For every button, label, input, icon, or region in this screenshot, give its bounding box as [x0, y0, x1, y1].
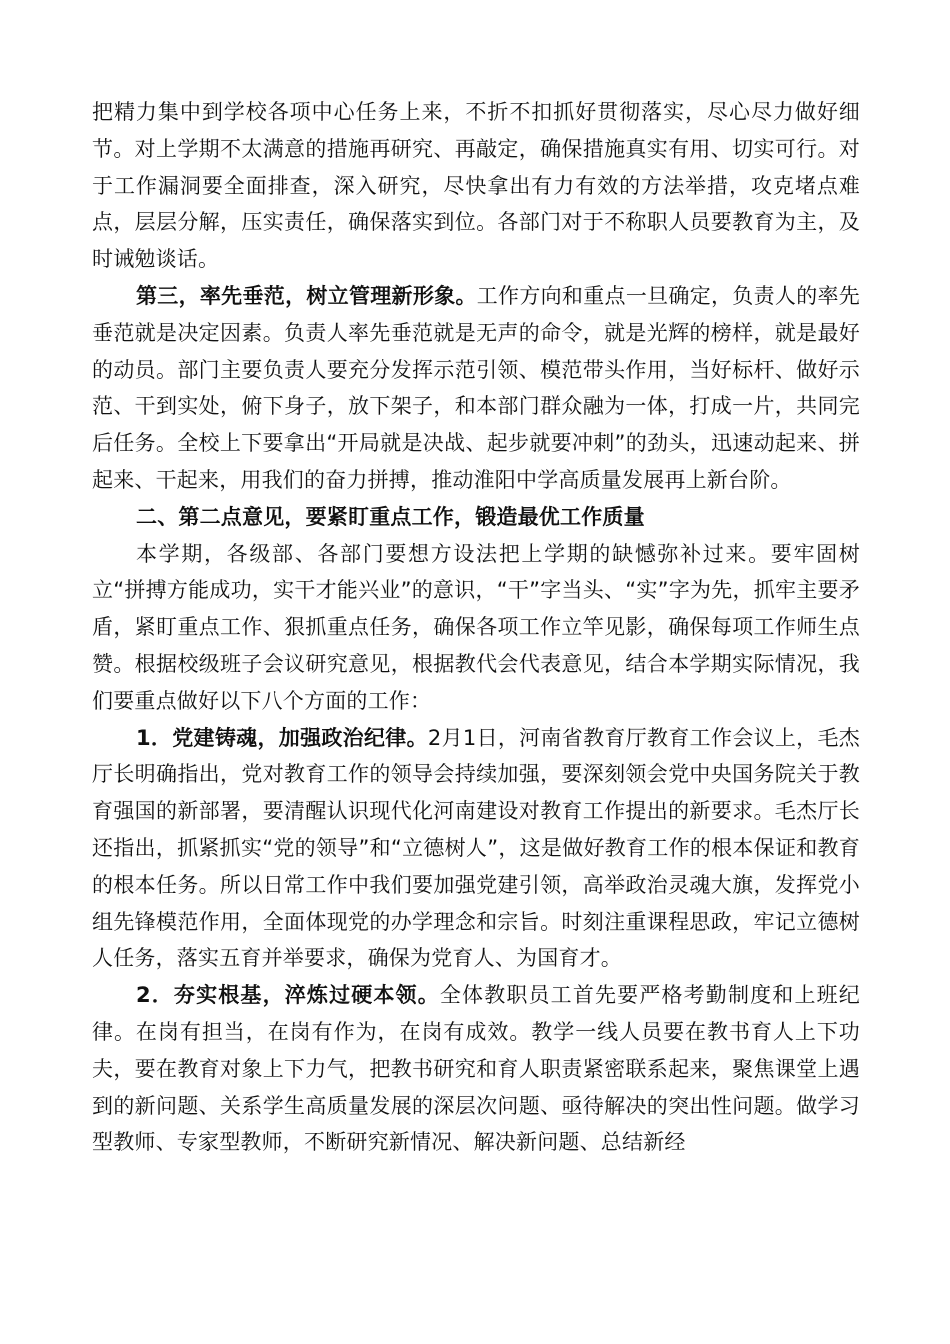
paragraph-text: 2月1日，河南省教育厅教育工作会议上，毛杰厅长明确指出，党对教育工作的领导会持续加强，要深刻领会党中央国务院关于教育强国的新部署，要清醒认识现代化河南建设对教育工作提出的新要求。毛杰厅长还指出，抓紧抓实“党的领导”和“立德树人”，这是做好教育工作的根本保证和教育的根本任务。所以日常工作中我们要加强党建引领，高举政治灵魂大旗，发挥党小组先锋模范作用，全面体现党的办学理念和宗旨。时刻注重课程思政，牢记立德树人任务，落实五育并举要求，确保为党育人、为国育才。	[92, 725, 860, 971]
paragraph-text: 工作方向和重点一旦确定，负责人的率先垂范就是决定因素。负责人率先垂范就是无声的命令，就是光辉的榜样，就是最好的动员。部门主要负责人要充分发挥示范引领、模范带头作用，当好标杆、做好示范、干到实处，俯下身子，放下架子，和本部门群众融为一体，打成一片，共同完后任务。全校上下要拿出“开局就是决战、起步就要冲刺”的劲头，迅速动起来、拼起来、干起来，用我们的奋力拼搏，推动淮阳中学高质量发展再上新台阶。	[92, 283, 860, 492]
paragraph-lead-by-example	[92, 278, 860, 499]
paragraph-text: 全体教职员工首先要严格考勤制度和上班纪律。在岗有担当，在岗有作为，在岗有成效。教学一线人员要在教书育人上下功夫，要在教育对象上下力气，把教书研究和育人职责紧密联系起来，聚焦课堂上遇到的新问题、关系学生高质量发展的深层次问题、亟待解决的突出性问题。做学习型教师、专家型教师，不断研究新情况、解决新问题、总结新经	[92, 983, 860, 1155]
paragraph-lead: 1．党建铸魂，加强政治纪律。	[136, 725, 428, 750]
document-page	[92, 94, 860, 1161]
paragraph-text: 本学期，各级部、各部门要想方设法把上学期的缺憾弥补过来。要牢固树立“拼搏方能成功，实干才能兴业”的意识，“干”字当头、“实”字为先，抓牢主要矛盾，紧盯重点工作、狠抓重点任务，确保各项工作立竿见影，确保每项工作师生点赞。根据校级班子会议研究意见，根据教代会代表意见，结合本学期实际情况，我们要重点做好以下八个方面的工作：	[92, 541, 860, 713]
paragraph-lead: 2．夯实根基，淬炼过硬本领。	[136, 983, 440, 1008]
section-heading	[92, 499, 860, 536]
paragraph-item-2	[92, 977, 860, 1161]
paragraph-lead: 第三，率先垂范，树立管理新形象。	[136, 283, 477, 308]
paragraph-item-1	[92, 720, 860, 978]
section-heading-text: 二、第二点意见，要紧盯重点工作，锻造最优工作质量	[136, 504, 645, 529]
paragraph-semester-intro	[92, 536, 860, 720]
paragraph-text: 把精力集中到学校各项中心任务上来，不折不扣抓好贯彻落实，尽心尽力做好细节。对上学期不太满意的措施再研究、再敲定，确保措施真实有用、切实可行。对于工作漏洞要全面排查，深入研究，尽快拿出有力有效的方法举措，攻克堵点难点，层层分解，压实责任，确保落实到位。各部门对于不称职人员要教育为主，及时诫勉谈话。	[92, 100, 860, 272]
paragraph-continuation	[92, 94, 860, 278]
